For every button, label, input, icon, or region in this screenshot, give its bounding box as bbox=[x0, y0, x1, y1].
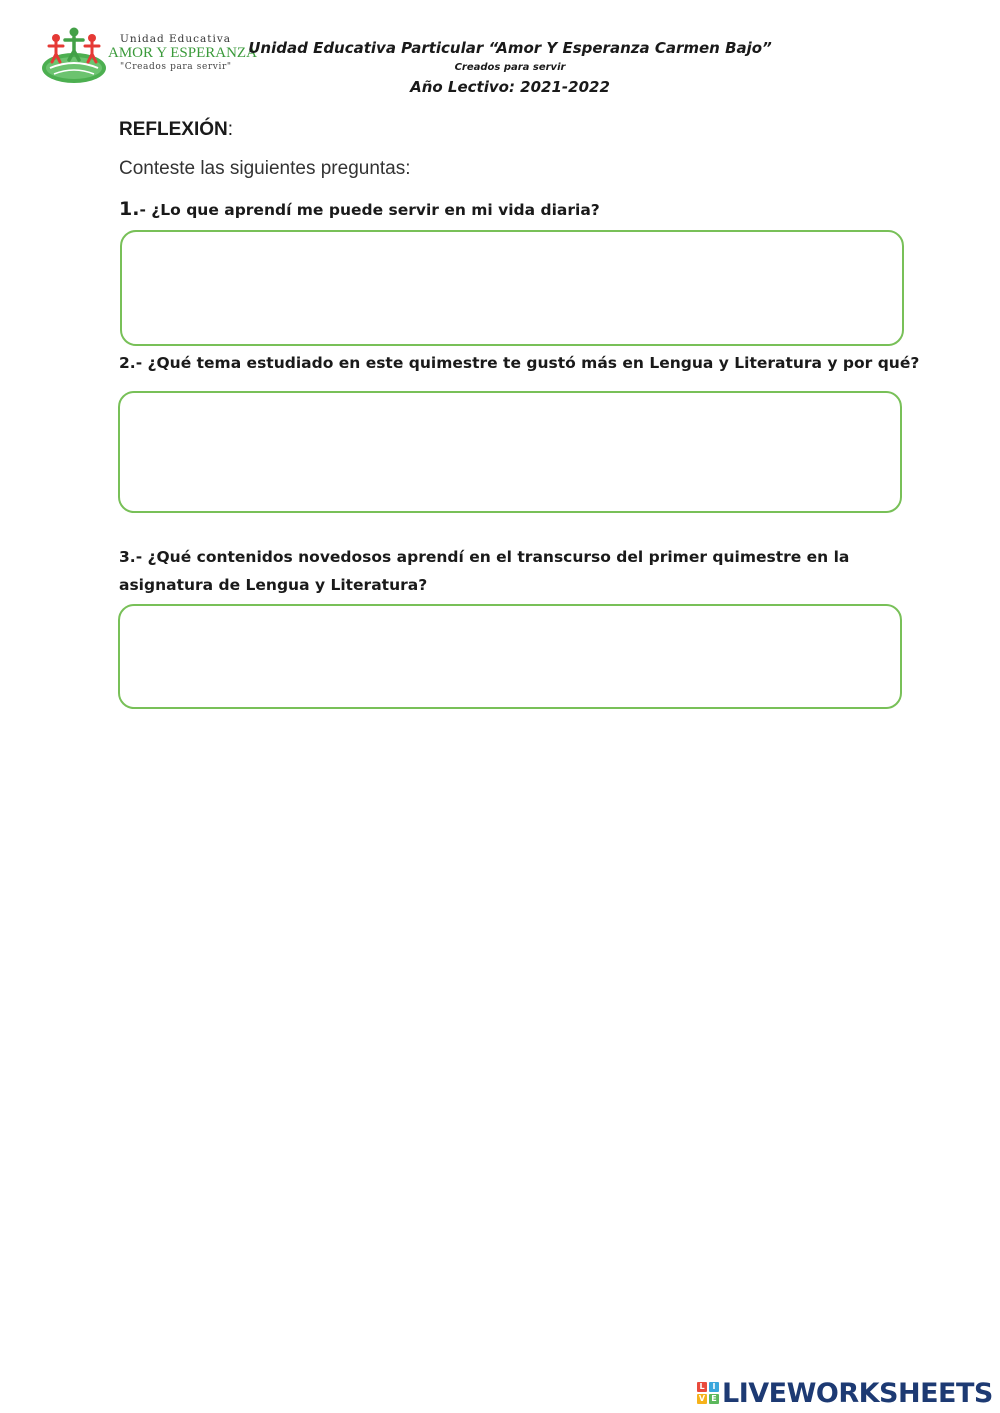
question-1-text: - ¿Lo que aprendí me puede servir en mi vida diaria? bbox=[139, 201, 600, 219]
watermark-text: LIVEWORKSHEETS bbox=[722, 1377, 993, 1409]
answer-box-1[interactable] bbox=[120, 230, 904, 346]
answer-box-2[interactable] bbox=[118, 391, 902, 513]
instructions: Conteste las siguientes preguntas: bbox=[119, 158, 411, 179]
answer-box-3[interactable] bbox=[118, 604, 902, 709]
logo-text-line3: "Creados para servir" bbox=[120, 62, 232, 72]
section-title bbox=[119, 119, 233, 141]
section-title-text: REFLEXIÓN bbox=[119, 119, 228, 140]
school-logo bbox=[40, 24, 257, 88]
school-motto: Creados para servir bbox=[454, 62, 566, 73]
logo-cell-l: L bbox=[697, 1382, 707, 1392]
liveworksheets-watermark[interactable] bbox=[697, 1376, 993, 1410]
question-2-number: 2. bbox=[119, 354, 136, 372]
question-3 bbox=[119, 543, 899, 599]
logo-cell-v: V bbox=[698, 1394, 706, 1403]
logo-text-line2: AMOR Y ESPERANZA bbox=[108, 45, 257, 61]
logo-text-line1: Unidad Educativa bbox=[120, 33, 232, 45]
question-1-number: 1. bbox=[119, 198, 140, 220]
school-name: Unidad Educativa Particular “Amor Y Esperanza Carmen Bajo” bbox=[248, 39, 772, 57]
logo-emblem-icon bbox=[40, 24, 110, 88]
question-1 bbox=[119, 195, 899, 224]
logo-cell-e: E bbox=[709, 1394, 719, 1404]
question-3-text-line2: asignatura de Lengua y Literatura? bbox=[119, 576, 428, 594]
question-3-number: 3. bbox=[119, 548, 136, 566]
question-2-text: - ¿Qué tema estudiado en este quimestre te gustó más en Lengua y Literatura y por qué? bbox=[135, 354, 920, 372]
liveworksheets-logo-icon bbox=[697, 1382, 719, 1404]
question-3-text-line1: - ¿Qué contenidos novedosos aprendí en el transcurso del primer quimestre en la bbox=[135, 548, 850, 566]
section-title-colon: : bbox=[227, 119, 234, 140]
question-2 bbox=[119, 349, 920, 377]
logo-cell-i: I bbox=[709, 1382, 719, 1392]
school-year: Año Lectivo: 2021-2022 bbox=[410, 78, 610, 96]
